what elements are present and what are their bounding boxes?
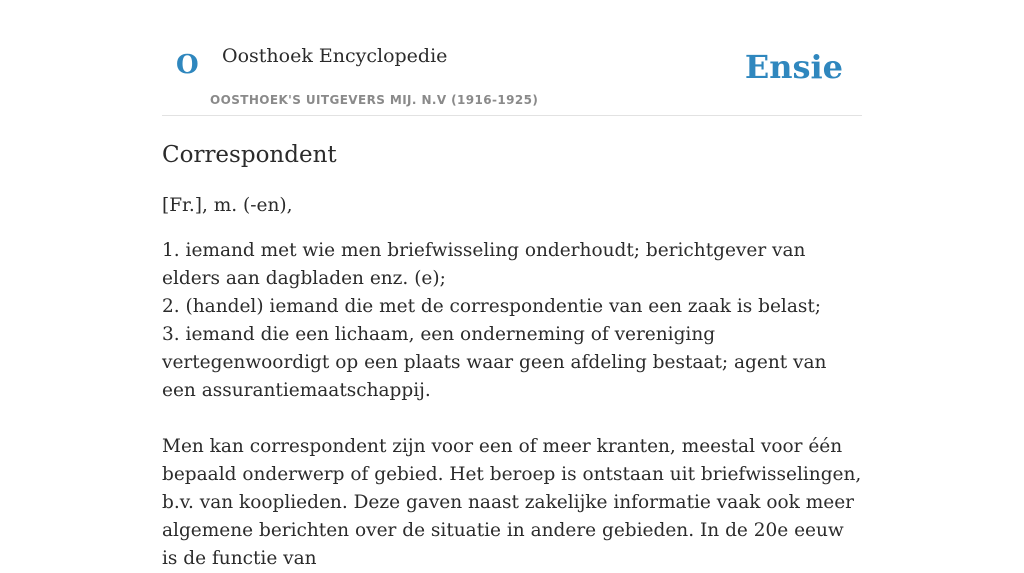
definition-item: 1. iemand met wie men briefwisseling onderhoudt; berichtgever van elders aan dagbladen enz. (e); [162, 240, 806, 289]
entry-content [162, 140, 862, 573]
definition-item: 3. iemand die een lichaam, een onderneming of vereniging vertegenwoordigt op een plaats waar geen afdeling bestaat; agent van een assurantiemaatschappij. [162, 324, 827, 401]
entry-grammar: [Fr.], m. (-en), [162, 195, 293, 216]
book-title[interactable]: Oosthoek Encyclopedie [222, 45, 448, 67]
book-logo-icon[interactable]: O [176, 50, 199, 80]
definition-list [162, 237, 862, 405]
site-header [162, 0, 862, 116]
entry-body: Men kan correspondent zijn voor een of meer kranten, meestal voor één bepaald onderwerp of gebied. Het beroep is ontstaan uit briefwisselingen, b.v. van kooplieden. Deze gaven naast zakelijke informatie vaak ook meer algemene berichten over de situatie in andere gebieden. In de 20e eeuw is de functie van [162, 436, 862, 569]
definition-item: 2. (handel) iemand die met de correspondentie van een zaak is belast; [162, 296, 822, 317]
publisher-label: OOSTHOEK'S UITGEVERS MIJ. N.V (1916-1925) [210, 93, 539, 107]
page [162, 0, 862, 573]
entry-title: Correspondent [162, 142, 337, 168]
ensie-logo-link[interactable]: Ensie [744, 48, 843, 86]
